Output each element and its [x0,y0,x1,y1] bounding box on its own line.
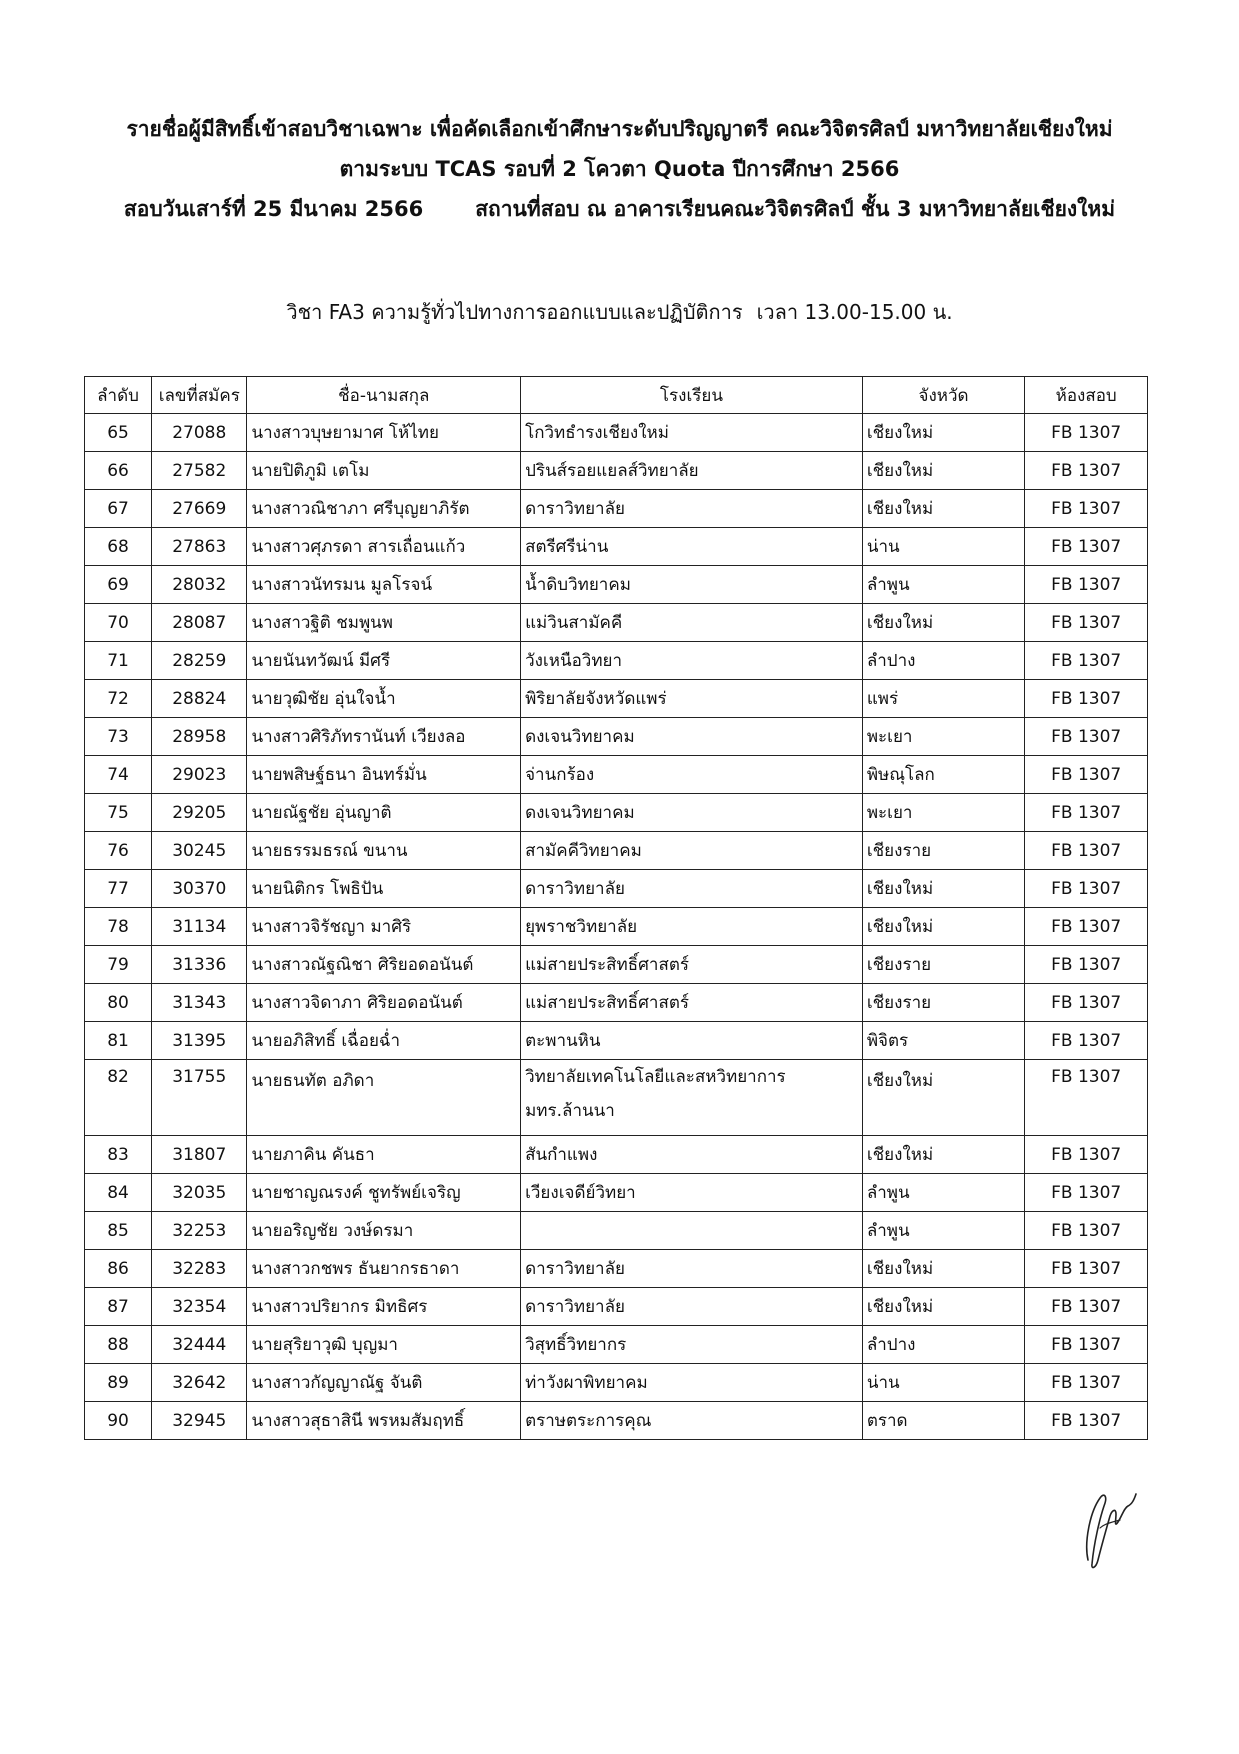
candidate-table [84,376,1148,1440]
cell-room: FB 1307 [1025,452,1148,490]
cell-no: 79 [85,946,152,984]
column-header-no: ลำดับ [85,377,152,414]
cell-no: 71 [85,642,152,680]
cell-province: พะเยา [862,794,1024,832]
cell-school: ดาราวิทยาลัย [521,1288,863,1326]
table-row [85,870,1148,908]
cell-room: FB 1307 [1025,984,1148,1022]
table-row [85,1250,1148,1288]
cell-name: นายนิติกร โพธิปัน [247,870,521,908]
cell-room: FB 1307 [1025,1402,1148,1440]
cell-room: FB 1307 [1025,1060,1148,1136]
cell-school: เวียงเจดีย์วิทยา [521,1174,863,1212]
cell-no: 85 [85,1212,152,1250]
cell-no: 88 [85,1326,152,1364]
cell-province: พิจิตร [862,1022,1024,1060]
cell-room: FB 1307 [1025,528,1148,566]
cell-province: เชียงใหม่ [862,1060,1024,1136]
cell-name: นายอริญชัย วงษ์ดรมา [247,1212,521,1250]
cell-school: ดงเจนวิทยาคม [521,718,863,756]
cell-room: FB 1307 [1025,1022,1148,1060]
table-row [85,490,1148,528]
cell-name: นางสาวนัทรมน มูลโรจน์ [247,566,521,604]
table-row [85,414,1148,452]
cell-name: นางสาวณิชาภา ศรีบุญยาภิรัต [247,490,521,528]
cell-name: นายณัฐชัย อุ่นญาติ [247,794,521,832]
cell-app-id: 31336 [152,946,247,984]
subject-course: วิชา FA3 ความรู้ทั่วไปทางการออกแบบและปฏิบัติการ [286,300,743,324]
cell-app-id: 28958 [152,718,247,756]
cell-name: นายธนทัต อภิดา [247,1060,521,1136]
cell-no: 65 [85,414,152,452]
cell-province: เชียงราย [862,832,1024,870]
cell-province: ลำปาง [862,642,1024,680]
document-subtitle: ตามระบบ TCAS รอบที่ 2 โควตา Quota ปีการศึกษา 2566 [339,157,900,181]
cell-name: นายภาคิน คันธา [247,1136,521,1174]
cell-province: เชียงใหม่ [862,604,1024,642]
cell-school: สตรีศรีน่าน [521,528,863,566]
cell-room: FB 1307 [1025,870,1148,908]
column-header-school: โรงเรียน [521,377,863,414]
cell-room: FB 1307 [1025,794,1148,832]
column-header-province: จังหวัด [862,377,1024,414]
table-row [85,1364,1148,1402]
cell-app-id: 32035 [152,1174,247,1212]
cell-school: ดาราวิทยาลัย [521,490,863,528]
table-row [85,1402,1148,1440]
cell-app-id: 32945 [152,1402,247,1440]
cell-province: เชียงใหม่ [862,870,1024,908]
cell-room: FB 1307 [1025,490,1148,528]
cell-school: แม่สายประสิทธิ์ศาสตร์ [521,946,863,984]
table-row [85,1326,1148,1364]
cell-room: FB 1307 [1025,718,1148,756]
cell-province: เชียงราย [862,984,1024,1022]
cell-school [521,1212,863,1250]
cell-name: นางสาวสุธาสินี พรหมสัมฤทธิ์ [247,1402,521,1440]
table-row [85,908,1148,946]
cell-school: สามัคคีวิทยาคม [521,832,863,870]
cell-province: ลำพูน [862,566,1024,604]
cell-app-id: 27863 [152,528,247,566]
cell-no: 66 [85,452,152,490]
cell-province: ลำพูน [862,1212,1024,1250]
column-header-name: ชื่อ-นามสกุล [247,377,521,414]
cell-room: FB 1307 [1025,832,1148,870]
cell-app-id: 27088 [152,414,247,452]
cell-name: นายอภิสิทธิ์ เฉื่อยฉ่ำ [247,1022,521,1060]
cell-no: 69 [85,566,152,604]
cell-app-id: 31395 [152,1022,247,1060]
cell-name: นางสาวกัญญาณัฐ จันติ [247,1364,521,1402]
cell-app-id: 28032 [152,566,247,604]
cell-no: 84 [85,1174,152,1212]
cell-province: แพร่ [862,680,1024,718]
cell-room: FB 1307 [1025,1250,1148,1288]
cell-app-id: 32354 [152,1288,247,1326]
cell-app-id: 27669 [152,490,247,528]
table-row [85,642,1148,680]
cell-school: น้ำดิบวิทยาคม [521,566,863,604]
cell-room: FB 1307 [1025,756,1148,794]
cell-no: 77 [85,870,152,908]
cell-province: ลำปาง [862,1326,1024,1364]
cell-school: โกวิทธำรงเชียงใหม่ [521,414,863,452]
cell-app-id: 32642 [152,1364,247,1402]
cell-no: 90 [85,1402,152,1440]
column-header-app-id: เลขที่สมัคร [152,377,247,414]
table-header-row [85,377,1148,414]
cell-room: FB 1307 [1025,1174,1148,1212]
table-row [85,1022,1148,1060]
cell-name: นางสาวศิริภัทรานันท์ เวียงลอ [247,718,521,756]
cell-no: 68 [85,528,152,566]
table-row [85,756,1148,794]
table-row [85,718,1148,756]
cell-room: FB 1307 [1025,1212,1148,1250]
cell-province: เชียงใหม่ [862,1288,1024,1326]
cell-school: ปรินส์รอยแยลส์วิทยาลัย [521,452,863,490]
cell-name: นายพสิษฐ์ธนา อินทร์มั่น [247,756,521,794]
cell-no: 78 [85,908,152,946]
table-row [85,1288,1148,1326]
cell-province: เชียงใหม่ [862,414,1024,452]
cell-room: FB 1307 [1025,1288,1148,1326]
column-header-room: ห้องสอบ [1025,377,1148,414]
cell-name: นางสาวกชพร ธันยากรธาดา [247,1250,521,1288]
cell-app-id: 32444 [152,1326,247,1364]
cell-name: นายนันทวัฒน์ มีศรี [247,642,521,680]
cell-app-id: 29023 [152,756,247,794]
table-row [85,1136,1148,1174]
cell-room: FB 1307 [1025,566,1148,604]
cell-app-id: 32283 [152,1250,247,1288]
cell-school: จ่านกร้อง [521,756,863,794]
cell-name: นายวุฒิชัย อุ่นใจน้ำ [247,680,521,718]
table-row [85,1174,1148,1212]
cell-room: FB 1307 [1025,1364,1148,1402]
cell-province: เชียงใหม่ [862,452,1024,490]
cell-province: น่าน [862,1364,1024,1402]
cell-room: FB 1307 [1025,642,1148,680]
cell-province: เชียงราย [862,946,1024,984]
cell-no: 81 [85,1022,152,1060]
exam-info [0,196,1239,222]
cell-app-id: 28824 [152,680,247,718]
cell-no: 72 [85,680,152,718]
subject-time: เวลา 13.00-15.00 น. [756,300,953,324]
cell-province: ลำพูน [862,1174,1024,1212]
exam-date: สอบวันเสาร์ที่ 25 มีนาคม 2566 [123,197,424,221]
table-body [85,414,1148,1440]
cell-room: FB 1307 [1025,946,1148,984]
cell-app-id: 32253 [152,1212,247,1250]
cell-school: พิริยาลัยจังหวัดแพร่ [521,680,863,718]
cell-app-id: 29205 [152,794,247,832]
table-row [85,528,1148,566]
cell-province: ตราด [862,1402,1024,1440]
table-row [85,452,1148,490]
cell-name: นายชาญณรงค์ ชูทรัพย์เจริญ [247,1174,521,1212]
cell-school: วิสุทธิ์วิทยากร [521,1326,863,1364]
cell-app-id: 31755 [152,1060,247,1136]
cell-app-id: 30370 [152,870,247,908]
table-row [85,984,1148,1022]
cell-room: FB 1307 [1025,604,1148,642]
cell-app-id: 30245 [152,832,247,870]
cell-app-id: 31134 [152,908,247,946]
cell-room: FB 1307 [1025,414,1148,452]
table-row [85,946,1148,984]
cell-name: นายธรรมธรณ์ ขนาน [247,832,521,870]
cell-province: น่าน [862,528,1024,566]
cell-school: สันกำแพง [521,1136,863,1174]
cell-school: ตะพานหิน [521,1022,863,1060]
cell-province: เชียงใหม่ [862,490,1024,528]
cell-no: 76 [85,832,152,870]
cell-no: 70 [85,604,152,642]
cell-name: นางสาวบุษยามาศ โห้ไทย [247,414,521,452]
cell-name: นางสาวจิดาภา ศิริยอดอนันต์ [247,984,521,1022]
cell-app-id: 28087 [152,604,247,642]
cell-room: FB 1307 [1025,1136,1148,1174]
cell-no: 83 [85,1136,152,1174]
cell-no: 89 [85,1364,152,1402]
cell-room: FB 1307 [1025,908,1148,946]
cell-name: นางสาวฐิติ ชมพูนพ [247,604,521,642]
cell-name: นายปิติภูมิ เตโม [247,452,521,490]
cell-name: นางสาวปริยากร มิทธิศร [247,1288,521,1326]
signature-icon [1070,1472,1140,1572]
cell-school: ตราษตระการคุณ [521,1402,863,1440]
cell-school: วังเหนือวิทยา [521,642,863,680]
table-row [85,604,1148,642]
cell-school: ดาราวิทยาลัย [521,1250,863,1288]
cell-name: นางสาวศุภรดา สารเถื่อนแก้ว [247,528,521,566]
cell-school: วิทยาลัยเทคโนโลยีและสหวิทยาการ มทร.ล้านนา [521,1060,863,1136]
cell-app-id: 31807 [152,1136,247,1174]
cell-room: FB 1307 [1025,680,1148,718]
table-row [85,1212,1148,1250]
subject-line [0,296,1239,328]
cell-school: ดงเจนวิทยาคม [521,794,863,832]
cell-province: เชียงใหม่ [862,908,1024,946]
cell-name: นางสาวจิรัชญา มาศิริ [247,908,521,946]
table-row [85,680,1148,718]
cell-province: เชียงใหม่ [862,1136,1024,1174]
table-row [85,1060,1148,1136]
cell-no: 86 [85,1250,152,1288]
document-header [0,116,1239,236]
cell-app-id: 27582 [152,452,247,490]
cell-no: 74 [85,756,152,794]
table-row [85,566,1148,604]
cell-no: 75 [85,794,152,832]
cell-app-id: 28259 [152,642,247,680]
cell-no: 80 [85,984,152,1022]
cell-school: ยุพราชวิทยาลัย [521,908,863,946]
exam-place: สถานที่สอบ ณ อาคารเรียนคณะวิจิตรศิลป์ ชั้น 3 มหาวิทยาลัยเชียงใหม่ [475,197,1116,221]
table-row [85,794,1148,832]
cell-school: แม่วินสามัคคี [521,604,863,642]
cell-no: 73 [85,718,152,756]
cell-province: พะเยา [862,718,1024,756]
cell-room: FB 1307 [1025,1326,1148,1364]
cell-province: พิษณุโลก [862,756,1024,794]
cell-province: เชียงใหม่ [862,1250,1024,1288]
cell-no: 82 [85,1060,152,1136]
cell-school: แม่สายประสิทธิ์ศาสตร์ [521,984,863,1022]
cell-no: 87 [85,1288,152,1326]
cell-school: ดาราวิทยาลัย [521,870,863,908]
cell-name: นายสุริยาวุฒิ บุญมา [247,1326,521,1364]
document-title: รายชื่อผู้มีสิทธิ์เข้าสอบวิชาเฉพาะ เพื่อคัดเลือกเข้าศึกษาระดับปริญญาตรี คณะวิจิตรศิลป์ มหาวิทยาลัยเชียงใหม่ [126,117,1113,141]
table-row [85,832,1148,870]
cell-app-id: 31343 [152,984,247,1022]
cell-name: นางสาวณัฐณิชา ศิริยอดอนันต์ [247,946,521,984]
cell-no: 67 [85,490,152,528]
cell-school: ท่าวังผาพิทยาคม [521,1364,863,1402]
